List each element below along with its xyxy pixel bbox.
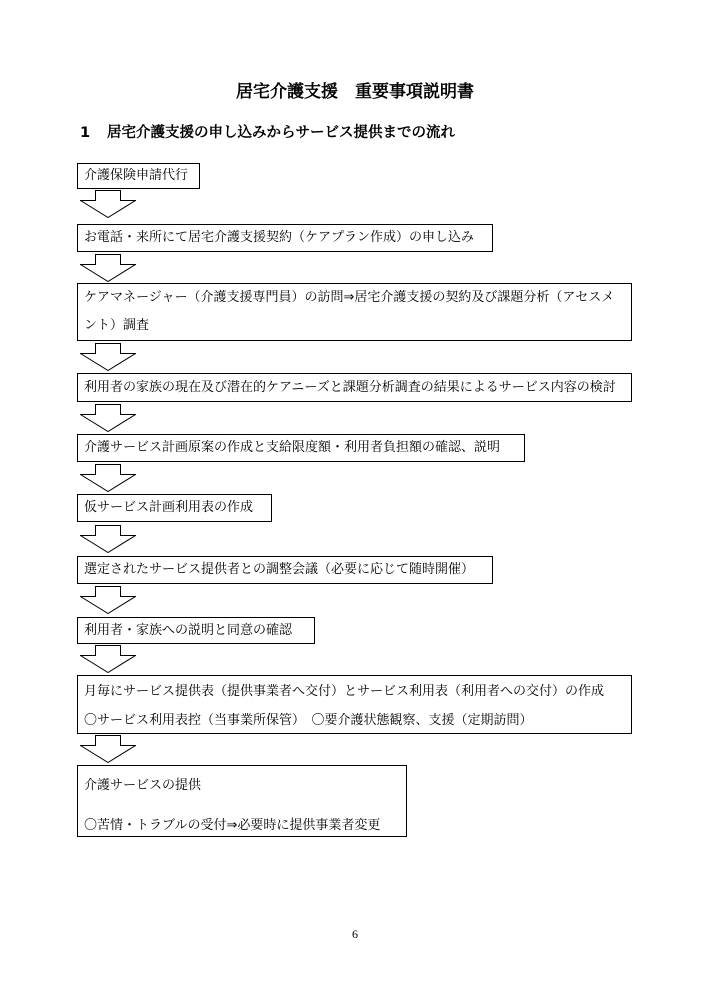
flow-step-draft-plan <box>77 434 525 462</box>
flow-step-text: 利用者・家族への説明と同意の確認 <box>84 623 293 638</box>
flow-step-text: 月毎にサービス提供表（提供事業者へ交付）とサービス利用表（利用者への交付）の作成 <box>84 684 605 699</box>
flow-step-provisional-usage-table <box>77 494 272 522</box>
down-arrow-icon <box>80 464 136 492</box>
down-arrow-icon <box>80 586 136 614</box>
flow-step-text: 〇サービス利用表控（当事業所保管） 〇要介護状態観察、支援（定期訪問） <box>84 713 533 728</box>
flow-step-text: 〇苦情・トラブルの受付⇒必要時に提供事業者変更 <box>84 818 381 833</box>
down-arrow-icon <box>80 254 136 282</box>
flow-step-text: 仮サービス計画利用表の作成 <box>84 500 254 515</box>
flow-step-text: お電話・来所にて居宅介護支援契約（ケアプラン作成）の申し込み <box>84 230 475 245</box>
flow-step-text: 介護保険申請代行 <box>84 168 189 183</box>
flow-step-explanation-consent <box>77 617 315 644</box>
flow-step-contract-request <box>77 224 493 252</box>
flow-step-monthly-tables <box>77 675 632 734</box>
flow-step-text: ケアマネージャー（介護支援専門員）の訪問⇒居宅介護支援の契約及び課題分析（アセスメ <box>84 290 615 305</box>
down-arrow-icon <box>80 525 136 553</box>
section-heading <box>80 123 455 143</box>
flow-step-care-manager-visit <box>77 283 632 341</box>
flow-step-text: ント）調査 <box>84 318 150 333</box>
flow-step-text: 介護サービス計画原案の作成と支給限度額・利用者負担額の確認、説明 <box>84 440 501 455</box>
down-arrow-icon <box>80 735 136 763</box>
flow-step-service-provision <box>77 765 407 837</box>
down-arrow-icon <box>80 404 136 432</box>
flow-step-application <box>77 163 200 189</box>
section-number: 1 <box>80 125 91 141</box>
flow-step-text: 利用者の家族の現在及び潜在的ケアニーズと課題分析調査の結果によるサービス内容の検討 <box>84 380 616 395</box>
section-title: 居宅介護支援の申し込みからサービス提供までの流れ <box>107 125 455 141</box>
down-arrow-icon <box>80 645 136 673</box>
flow-step-text: 選定されたサービス提供者との調整会議（必要に応じて随時開催） <box>84 562 475 577</box>
flow-step-service-review <box>77 373 632 402</box>
down-arrow-icon <box>80 343 136 371</box>
down-arrow-icon <box>80 190 136 218</box>
flow-step-text: 介護サービスの提供 <box>84 778 202 793</box>
flow-step-coordination-meeting <box>77 556 493 584</box>
document-title: 居宅介護支援 重要事項説明書 <box>236 82 474 102</box>
page-number: 6 <box>352 927 358 941</box>
